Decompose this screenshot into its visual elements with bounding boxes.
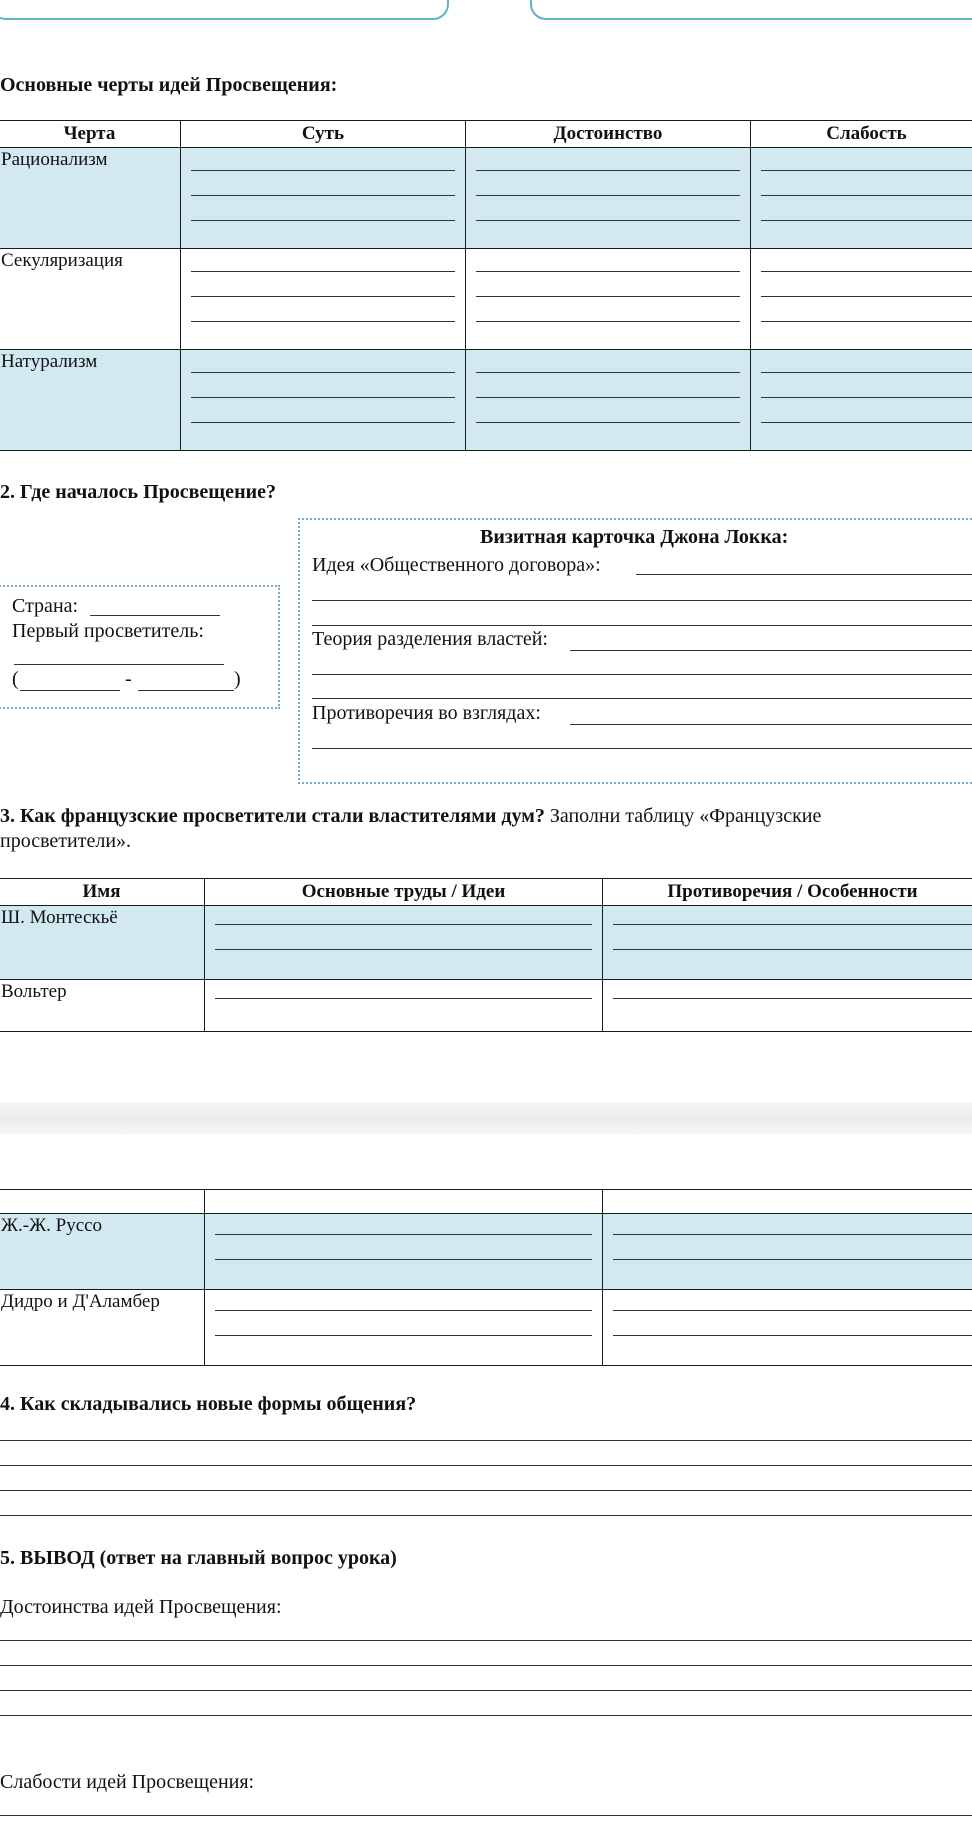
separation-powers-line-2[interactable]	[312, 674, 972, 675]
answer-cell[interactable]	[181, 249, 466, 350]
row-label-montesquieu: Ш. Монтескьё	[0, 906, 205, 980]
empty-header-cell	[205, 1190, 603, 1214]
year-from-line[interactable]	[20, 690, 120, 691]
page-break	[0, 1102, 972, 1134]
answer-cell[interactable]	[205, 1214, 603, 1290]
answer-cell[interactable]	[466, 350, 751, 451]
weakness-label: Слабости идей Просвещения:	[0, 1771, 255, 1793]
header-weakness: Слабость	[751, 121, 972, 148]
section5-title: 5. ВЫВОД (ответ на главный вопрос урока)	[0, 1547, 397, 1569]
answer-cell[interactable]	[466, 249, 751, 350]
social-contract-line-2[interactable]	[312, 600, 972, 601]
empty-header-cell	[0, 1190, 205, 1214]
separation-powers-line-1[interactable]	[570, 650, 972, 651]
top-box-left	[0, 0, 449, 20]
contradictions-line-2[interactable]	[312, 748, 972, 749]
section4-title: 4. Как складывались новые формы общения?	[0, 1393, 417, 1415]
answer-cell[interactable]	[603, 1214, 972, 1290]
merits-label: Достоинства идей Просвещения:	[0, 1596, 282, 1618]
card-field-contradictions: Противоречия во взглядах:	[312, 702, 541, 724]
answer-cell[interactable]	[751, 249, 972, 350]
answer-cell[interactable]	[751, 148, 972, 249]
header-name: Имя	[0, 879, 205, 906]
answer-line[interactable]	[0, 1715, 972, 1716]
section3-title-rest: Заполни таблицу «Французские	[544, 805, 822, 827]
traits-table	[0, 120, 972, 451]
section3-title-bold: 3. Как французские просветители стали властителями дум?	[0, 805, 545, 827]
section2-title: 2. Где началось Просвещение?	[0, 481, 276, 503]
answer-line[interactable]	[0, 1690, 972, 1691]
answer-cell[interactable]	[205, 1290, 603, 1366]
country-line[interactable]	[90, 615, 220, 616]
answer-line[interactable]	[0, 1815, 972, 1816]
row-label-secularization: Секуляризация	[0, 249, 181, 350]
answer-cell[interactable]	[603, 906, 972, 980]
top-box-right	[530, 0, 972, 20]
answer-cell[interactable]	[603, 1290, 972, 1366]
card-field-social-contract: Идея «Общественного договора»:	[312, 554, 601, 576]
card-field-separation-powers: Теория разделения властей:	[312, 628, 548, 650]
answer-cell[interactable]	[603, 980, 972, 1032]
row-label-rationalism: Рационализм	[0, 148, 181, 249]
year-to-line[interactable]	[138, 690, 234, 691]
answer-cell[interactable]	[205, 906, 603, 980]
header-essence: Суть	[181, 121, 466, 148]
answer-cell[interactable]	[181, 350, 466, 451]
answer-line[interactable]	[0, 1515, 972, 1516]
empty-header-cell	[603, 1190, 972, 1214]
years-open: (	[12, 668, 19, 690]
row-label-voltaire: Вольтер	[0, 980, 205, 1032]
years-dash: -	[125, 668, 132, 690]
row-label-rousseau: Ж.-Ж. Руссо	[0, 1214, 205, 1290]
answer-cell[interactable]	[181, 148, 466, 249]
answer-cell[interactable]	[751, 350, 972, 451]
row-label-diderot: Дидро и Д'Аламбер	[0, 1290, 205, 1366]
locke-card-title: Визитная карточка Джона Локка:	[480, 526, 789, 548]
section1-title: Основные черты идей Просвещения:	[0, 74, 338, 96]
row-label-naturalism: Натурализм	[0, 350, 181, 451]
answer-line[interactable]	[0, 1465, 972, 1466]
social-contract-line-3[interactable]	[312, 625, 972, 626]
contradictions-line-1[interactable]	[570, 724, 972, 725]
first-enlightener-label: Первый просветитель:	[12, 620, 204, 642]
separation-powers-line-3[interactable]	[312, 698, 972, 699]
answer-line[interactable]	[0, 1640, 972, 1641]
answer-line[interactable]	[0, 1440, 972, 1441]
section3-title	[0, 805, 821, 828]
years-close: )	[234, 668, 241, 690]
social-contract-line-1[interactable]	[636, 574, 972, 575]
header-merit: Достоинство	[466, 121, 751, 148]
header-trait: Черта	[0, 121, 181, 148]
header-works: Основные труды / Идеи	[205, 879, 603, 906]
french-enlighteners-table	[0, 878, 972, 1032]
french-enlighteners-table-continued	[0, 1189, 972, 1366]
answer-cell[interactable]	[466, 148, 751, 249]
answer-line[interactable]	[0, 1490, 972, 1491]
section3-title-line2: просветители».	[0, 830, 132, 852]
answer-cell[interactable]	[205, 980, 603, 1032]
header-contradictions: Противоречия / Особенности	[603, 879, 972, 906]
answer-line[interactable]	[0, 1665, 972, 1666]
country-label: Страна:	[12, 595, 79, 617]
first-enlightener-line[interactable]	[14, 664, 224, 665]
